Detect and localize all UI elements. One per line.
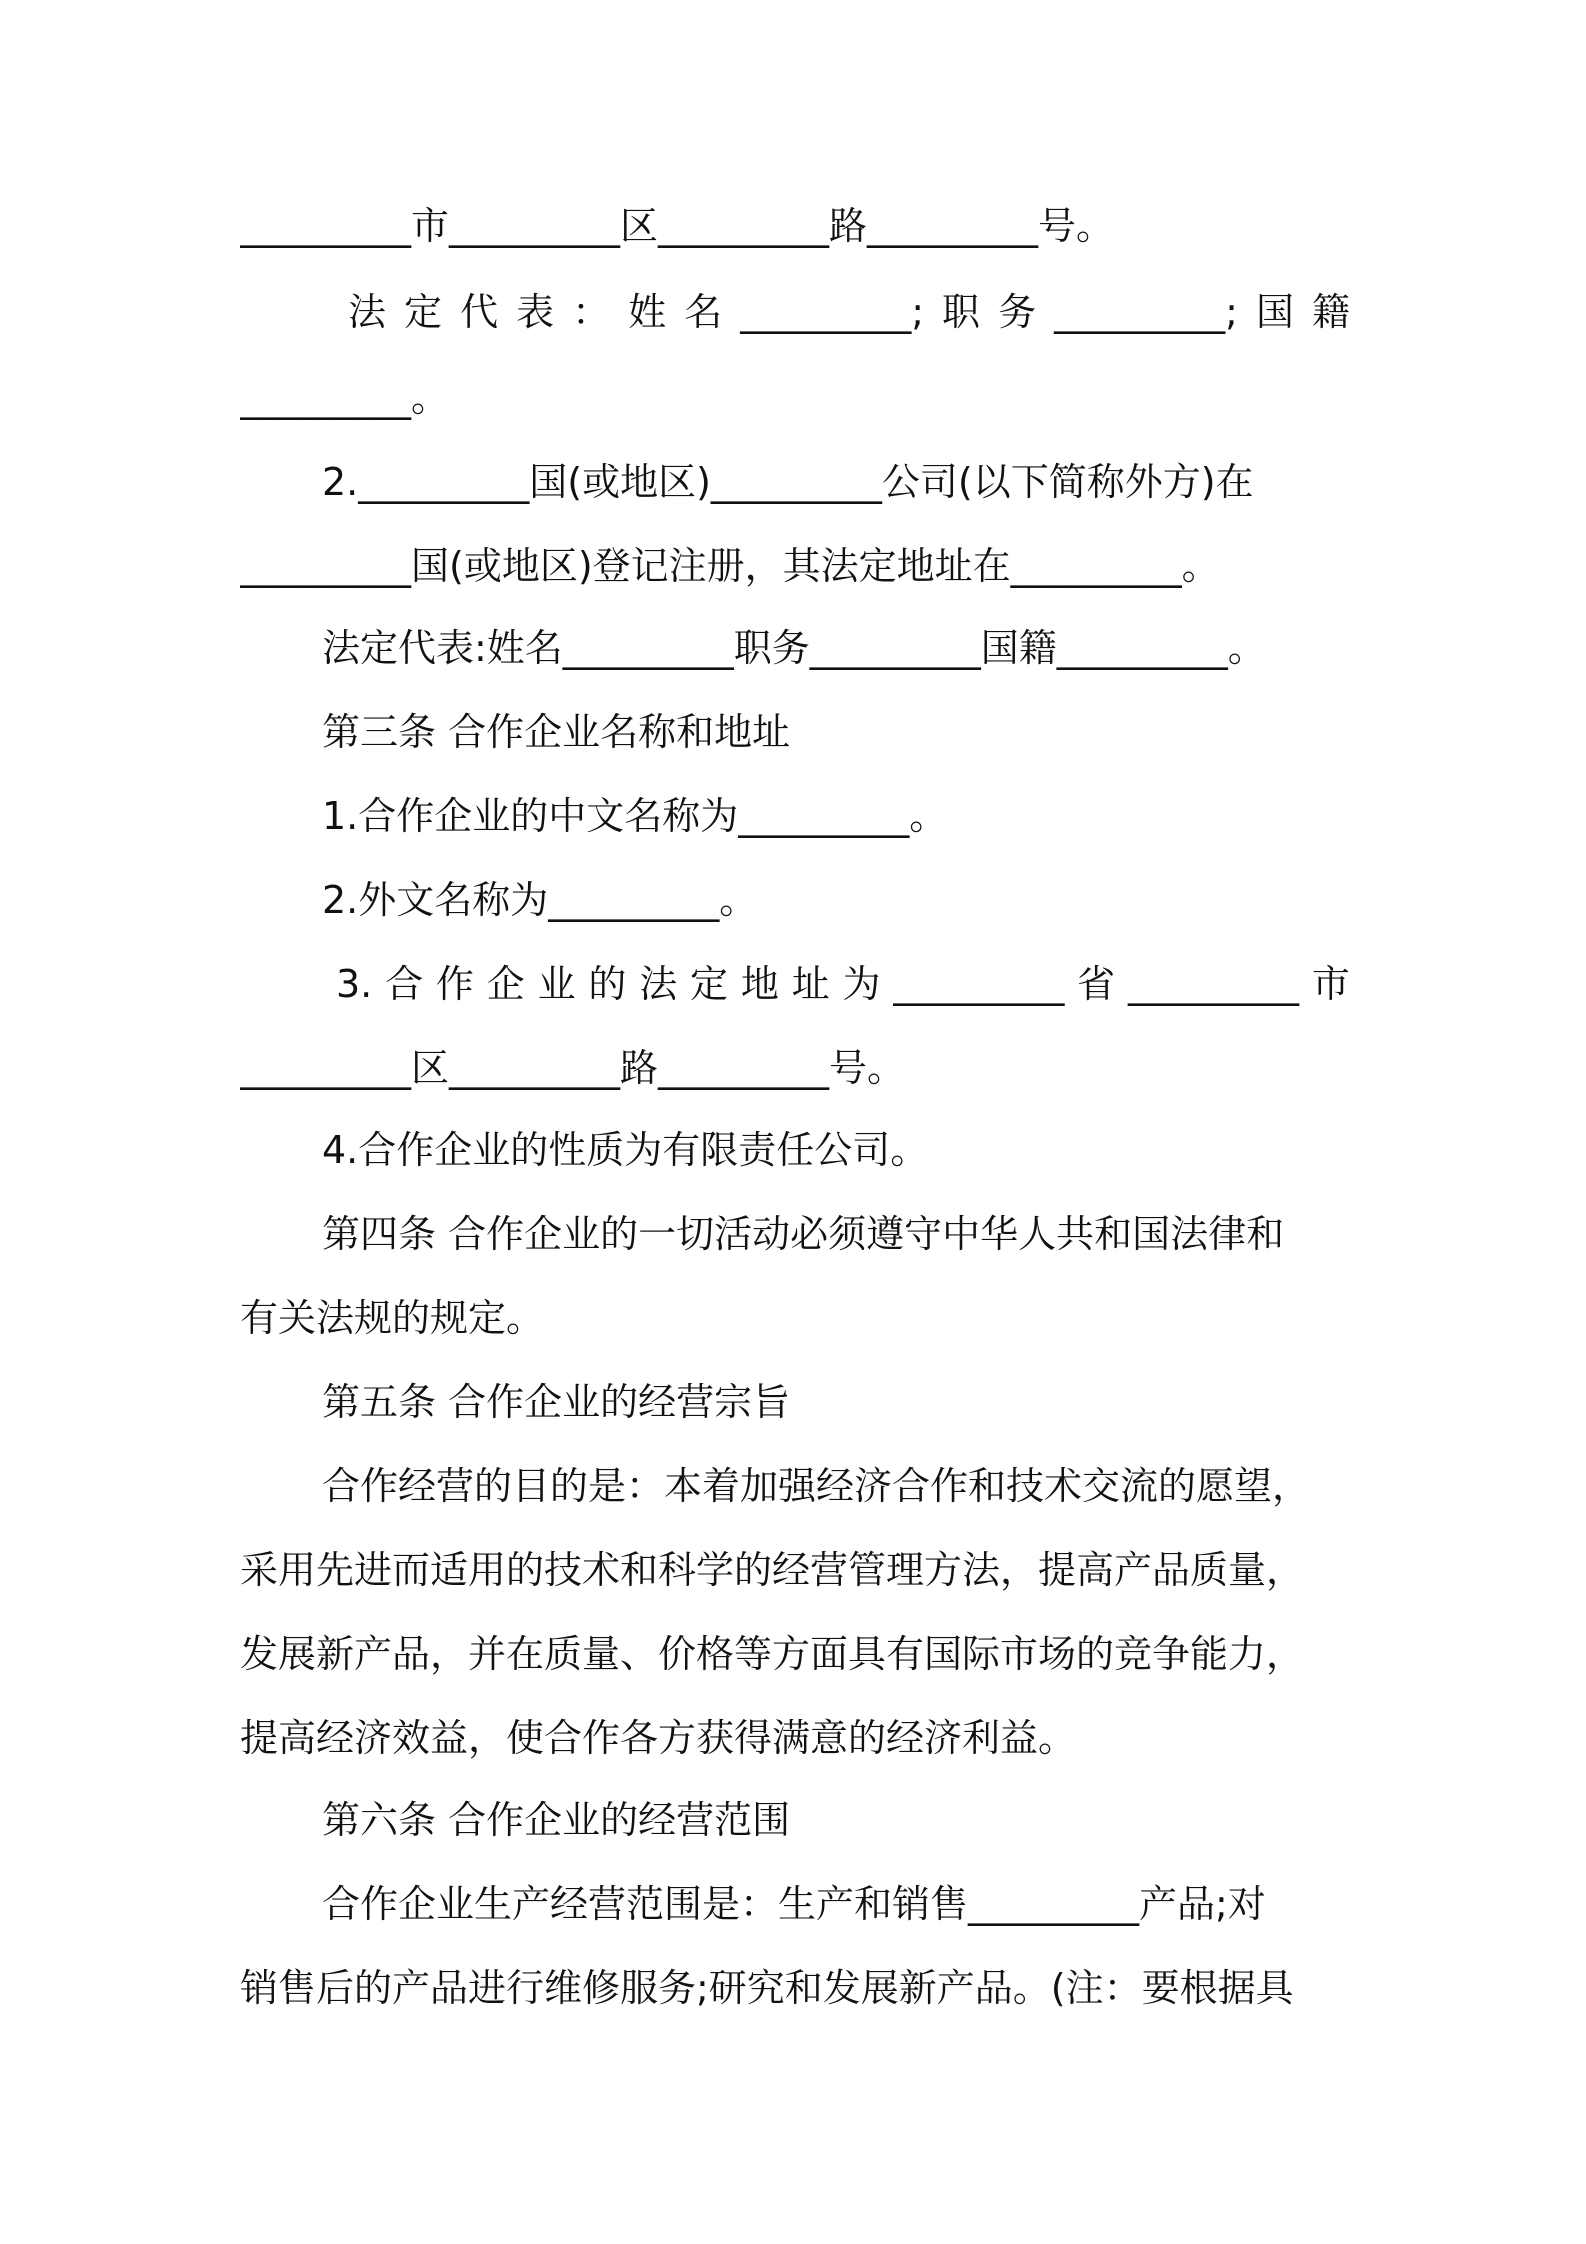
purpose-paragraph-line-1: 合作经营的目的是：本着加强经济合作和技术交流的愿望， xyxy=(322,1464,1311,1508)
business-scope-line-1: 合作企业生产经营范围是：生产和销售_________产品;对 xyxy=(322,1882,1266,1926)
article-6-heading: 第六条 合作企业的经营范围 xyxy=(322,1798,791,1842)
nationality-blank-line: _________。 xyxy=(240,376,450,420)
legal-address-line: 3. 合 作 企 业 的 法 定 地 址 为 _________ 省 _________ 市 xyxy=(336,962,1350,1006)
party-2-representative-line: 法定代表:姓名_________职务_________国籍_________。 xyxy=(322,626,1266,670)
foreign-name-line: 2.外文名称为_________。 xyxy=(322,878,758,922)
article-4-line: 第四条 合作企业的一切活动必须遵守中华人共和国法律和 xyxy=(322,1212,1285,1256)
article-3-heading: 第三条 合作企业名称和地址 xyxy=(322,710,791,754)
legal-representative-line: 法 定 代 表 ： 姓 名 _________; 职 务 _________; 国 籍 xyxy=(348,290,1350,334)
party-2-registration-line: _________国(或地区)登记注册，其法定地址在_________。 xyxy=(240,544,1220,588)
purpose-paragraph-line-4: 提高经济效益，使合作各方获得满意的经济利益。 xyxy=(240,1716,1077,1760)
legal-address-continued: _________区_________路_________号。 xyxy=(240,1046,906,1090)
business-scope-line-2: 销售后的产品进行维修服务;研究和发展新产品。(注：要根据具 xyxy=(240,1966,1294,2010)
enterprise-nature-line: 4.合作企业的性质为有限责任公司。 xyxy=(322,1128,929,1172)
address-line-continued: _________市_________区_________路_________号。 xyxy=(240,204,1115,248)
party-2-line: 2._________国(或地区)_________公司(以下简称外方)在 xyxy=(322,460,1254,504)
purpose-paragraph-line-3: 发展新产品，并在质量、价格等方面具有国际市场的竞争能力， xyxy=(240,1632,1305,1676)
article-4-continued: 有关法规的规定。 xyxy=(240,1296,545,1340)
purpose-paragraph-line-2: 采用先进而适用的技术和科学的经营管理方法，提高产品质量， xyxy=(240,1548,1305,1592)
article-5-heading: 第五条 合作企业的经营宗旨 xyxy=(322,1380,791,1424)
chinese-name-line: 1.合作企业的中文名称为_________。 xyxy=(322,794,948,838)
